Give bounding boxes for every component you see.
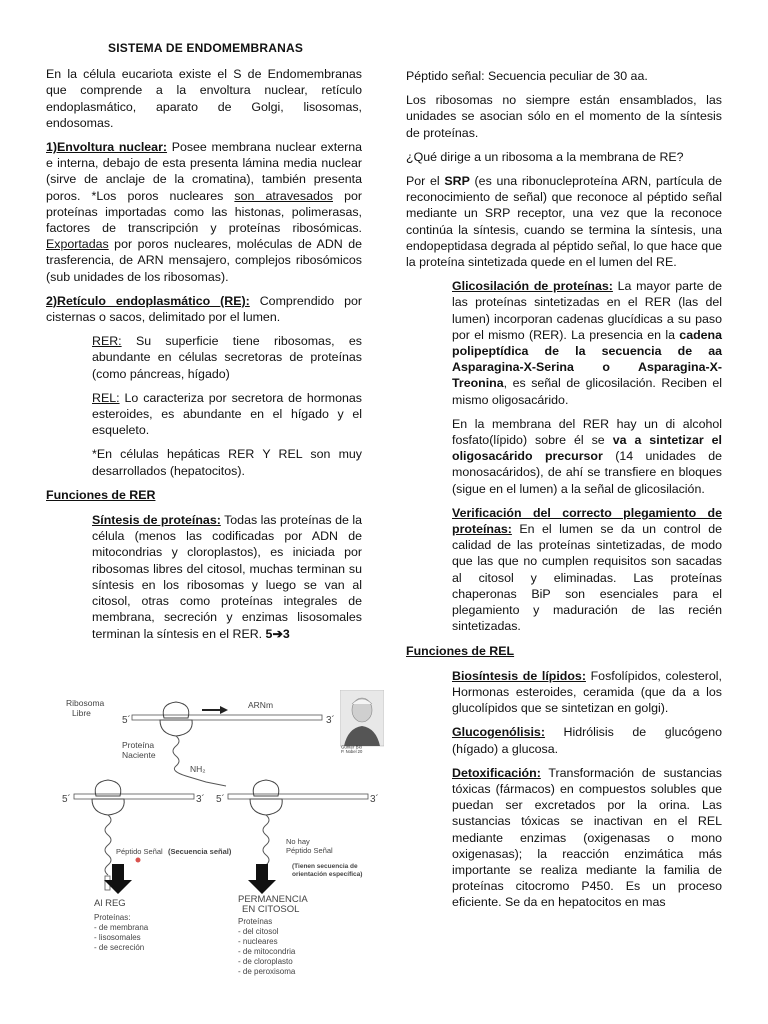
svg-text:Naciente: Naciente bbox=[122, 750, 156, 760]
detox-paragraph: Detoxificación: Transformación de sustancias tóxicas (fármacos) en compuestos solubles que puedan ser excretados por la orina. Las sustancias tóxicas se inactivan en el REL mediante enzimas (oxigenasas o mono oxigenasas); la reacción enzimática más importante se realiza mediante la familia de proteínas citocromo P450. Es un proceso eficiente. Se da en hepatocitos en mas bbox=[452, 765, 722, 910]
document-title: SISTEMA DE ENDOMEMBRANAS bbox=[108, 41, 304, 55]
sintesis-paragraph: Síntesis de proteínas: Todas las proteínas de la célula (menos las codificadas por ADN de mitocondrias y cloroplastos), es iniciada por ribosomas libres del citosol, muchas terminan su síntesis en los ribosomas y luego se van al citosol, otras como proteínas integrales de membrana, secreción y enzimas lisosomales terminan la síntesis en el RER. 5➔3 bbox=[92, 513, 363, 641]
hepatic-note: *En células hepáticas RER Y REL son muy desarrollados (hepatocitos). bbox=[92, 447, 362, 478]
mrna-strand bbox=[132, 715, 322, 720]
svg-text:- de cloroplasto: - de cloroplasto bbox=[238, 957, 293, 966]
peptido-paragraph: Péptido señal: Secuencia peculiar de 30 aa. bbox=[406, 69, 648, 83]
arnm-label: ARNm bbox=[248, 700, 274, 710]
left-column bbox=[46, 40, 362, 650]
ribosoma-libre-label: Ribosoma bbox=[66, 698, 105, 708]
svg-text:- de secreción: - de secreción bbox=[94, 943, 145, 952]
funciones-rel-heading: Funciones de REL bbox=[406, 643, 515, 658]
svg-text:3´: 3´ bbox=[326, 715, 335, 726]
ribosome-small bbox=[163, 702, 189, 718]
funciones-rer-heading: Funciones de RER bbox=[46, 487, 156, 502]
glicosilacion-paragraph: Glicosilación de proteínas: La mayor parte de las proteínas sintetizadas en el RER (las del lumen) incorporan cadenas glucídicas a su paso por el mismo (RER). La presencia en la cadena polipeptídica de la secuencia de aa Asparagina-X-Serina o Asparagina-X-Treonina, es señal de glicosilación. Reciben el mismo oligosacárido. bbox=[452, 279, 722, 407]
svg-text:3´: 3´ bbox=[370, 794, 379, 805]
ribosomas-paragraph: Los ribosomas no siempre están ensamblados, las unidades se asocian sólo en el momento de la síntesis de proteínas. bbox=[406, 93, 722, 140]
photo-caption: P. Nobel 20 bbox=[341, 749, 363, 754]
no-hay-label: No hay bbox=[286, 837, 310, 846]
biosintesis-paragraph: Biosíntesis de lípidos: Fosfolípidos, colesterol, Hormonas esteroides, ceramida (que da a los glucolípidos que se sintetizan en golgi). bbox=[452, 668, 723, 716]
svg-text:5´: 5´ bbox=[216, 794, 225, 805]
envoltura-paragraph: 1)Envoltura nuclear: Posee membrana nuclear externa e interna, debajo de esta presenta lámina media nuclear (sirve de anclaje de la cromatina), también presenta poros. *Los poros nucleares son atravesados por proteínas importadas como las histonas, polimerasas, factores de transcripción y proteínas ribosómicas. Exportadas por poros nucleares, moléculas de ADN de trasferencia, de ARN mensajero, complejos ribosómicos (sub unidades de los ribosomas). bbox=[46, 140, 362, 284]
ribosome-small-right bbox=[253, 780, 279, 796]
photo-name: Gunter Blö bbox=[341, 744, 362, 750]
membrana-paragraph: En la membrana del RER hay un di alcohol fosfato(lípido) sobre él se va a sintetizar el oligosacárido precursor (14 unidades de monosacáridos), de ahí se transfiere en bloques (sigue en el lumen) a la señal de glicosilación. bbox=[452, 416, 722, 496]
detox-heading: Detoxificación: bbox=[452, 765, 541, 780]
svg-text:- lisosomales: - lisosomales bbox=[94, 933, 141, 942]
rer-paragraph: RER: Su superficie tiene ribosomas, es abundante en células secretoras de proteínas (como páncreas, hígado) bbox=[92, 334, 362, 381]
tienen-secuencia-label: (Tienen secuencia de bbox=[292, 863, 358, 870]
svg-text:- nucleares: - nucleares bbox=[238, 937, 278, 946]
nh2-label: NH₂ bbox=[190, 764, 206, 774]
svg-text:- de membrana: - de membrana bbox=[94, 923, 149, 932]
svg-text:5´: 5´ bbox=[62, 794, 71, 805]
reticulo-paragraph: 2)Retículo endoplasmático (RE): Comprendido por cisternas o sacos, delimitado por el lumen. bbox=[46, 293, 362, 325]
glucogenolisis-heading: Glucogenólisis: bbox=[452, 725, 545, 740]
svg-text:- de mitocondria: - de mitocondria bbox=[238, 947, 296, 956]
svg-text:EN CITOSOL: EN CITOSOL bbox=[242, 904, 300, 915]
svg-text:Péptido Señal: Péptido Señal bbox=[286, 846, 333, 855]
proteina-naciente-label: Proteína bbox=[122, 740, 155, 750]
rer-label: RER: bbox=[92, 334, 122, 349]
svg-text:3´: 3´ bbox=[196, 794, 205, 805]
svg-text:(Secuencia señal): (Secuencia señal) bbox=[168, 847, 232, 856]
verificacion-heading: Verificación del correcto plegamiento de proteínas: bbox=[452, 505, 722, 537]
permanencia-label: PERMANENCIA bbox=[238, 894, 308, 905]
reticulo-heading: 2)Retículo endoplasmático (RE): bbox=[46, 293, 250, 308]
ribosome-small-left bbox=[95, 780, 121, 796]
ribosome-large bbox=[160, 720, 192, 736]
svg-text:Proteínas: Proteínas bbox=[238, 917, 273, 926]
right-column bbox=[406, 68, 722, 919]
svg-text:5´: 5´ bbox=[122, 715, 131, 726]
glucogenolisis-paragraph: Glucogenólisis: Hidrólisis de glucógeno (hígado) a glucosa. bbox=[452, 725, 722, 756]
rel-label: REL: bbox=[92, 390, 120, 405]
arrow-to-citosol bbox=[248, 864, 276, 894]
svg-text:- de peroxisoma: - de peroxisoma bbox=[238, 967, 296, 976]
svg-text:- del citosol: - del citosol bbox=[238, 927, 279, 936]
ribosome-large-right bbox=[250, 799, 282, 815]
svg-text:orientación específica): orientación específica) bbox=[292, 871, 363, 878]
biosintesis-heading: Biosíntesis de lípidos: bbox=[452, 668, 586, 683]
sintesis-heading: Síntesis de proteínas: bbox=[92, 513, 221, 528]
red-dot bbox=[136, 858, 141, 863]
intro-paragraph: En la célula eucariota existe el S de Endomembranas que comprende a la envoltura nuclear, retículo endoplasmático, aparato de Golgi, lisosomas, endosomas. bbox=[46, 67, 362, 130]
srp-paragraph: Por el SRP (es una ribonucleproteína ARN, partícula de reconocimiento de señal) que reconoce al péptido señal mediante un SRP receptor, una vez que la reconoce continúa la síntesis, cuando se termina la síntesis, una endopeptidasa degrada al péptido señal, lo que hace que la proteína sintetizada quede en el lumen del RE. bbox=[406, 174, 722, 270]
glicosilacion-heading: Glicosilación de proteínas: bbox=[452, 279, 613, 294]
ribosome-large-left bbox=[92, 799, 124, 815]
verificacion-paragraph: Verificación del correcto plegamiento de proteínas: En el lumen se da un control de calidad de las proteínas sintetizadas, de modo que las que no cumplen requisitos son sacadas al citosol y eliminadas. Las proteínas chaperonas BiP son esenciales para el plegamiento y maduración de las recién sintetizadas. bbox=[452, 505, 722, 634]
question-paragraph: ¿Qué dirige a un ribosoma a la membrana de RE? bbox=[406, 149, 684, 164]
peptido-senal-label: Péptido Señal bbox=[116, 847, 163, 856]
envoltura-heading: 1)Envoltura nuclear: bbox=[46, 140, 168, 155]
rel-paragraph: REL: Lo caracteriza por secretora de hormonas esteroides, es abundante en el hígado y el esqueleto. bbox=[92, 390, 362, 438]
nascent-protein-chain bbox=[173, 736, 226, 786]
svg-text:Libre: Libre bbox=[72, 708, 91, 718]
svg-text:Proteínas:: Proteínas: bbox=[94, 913, 131, 922]
al-reg-label: Al REG bbox=[94, 898, 126, 909]
gunter-blobel-photo bbox=[340, 690, 384, 754]
